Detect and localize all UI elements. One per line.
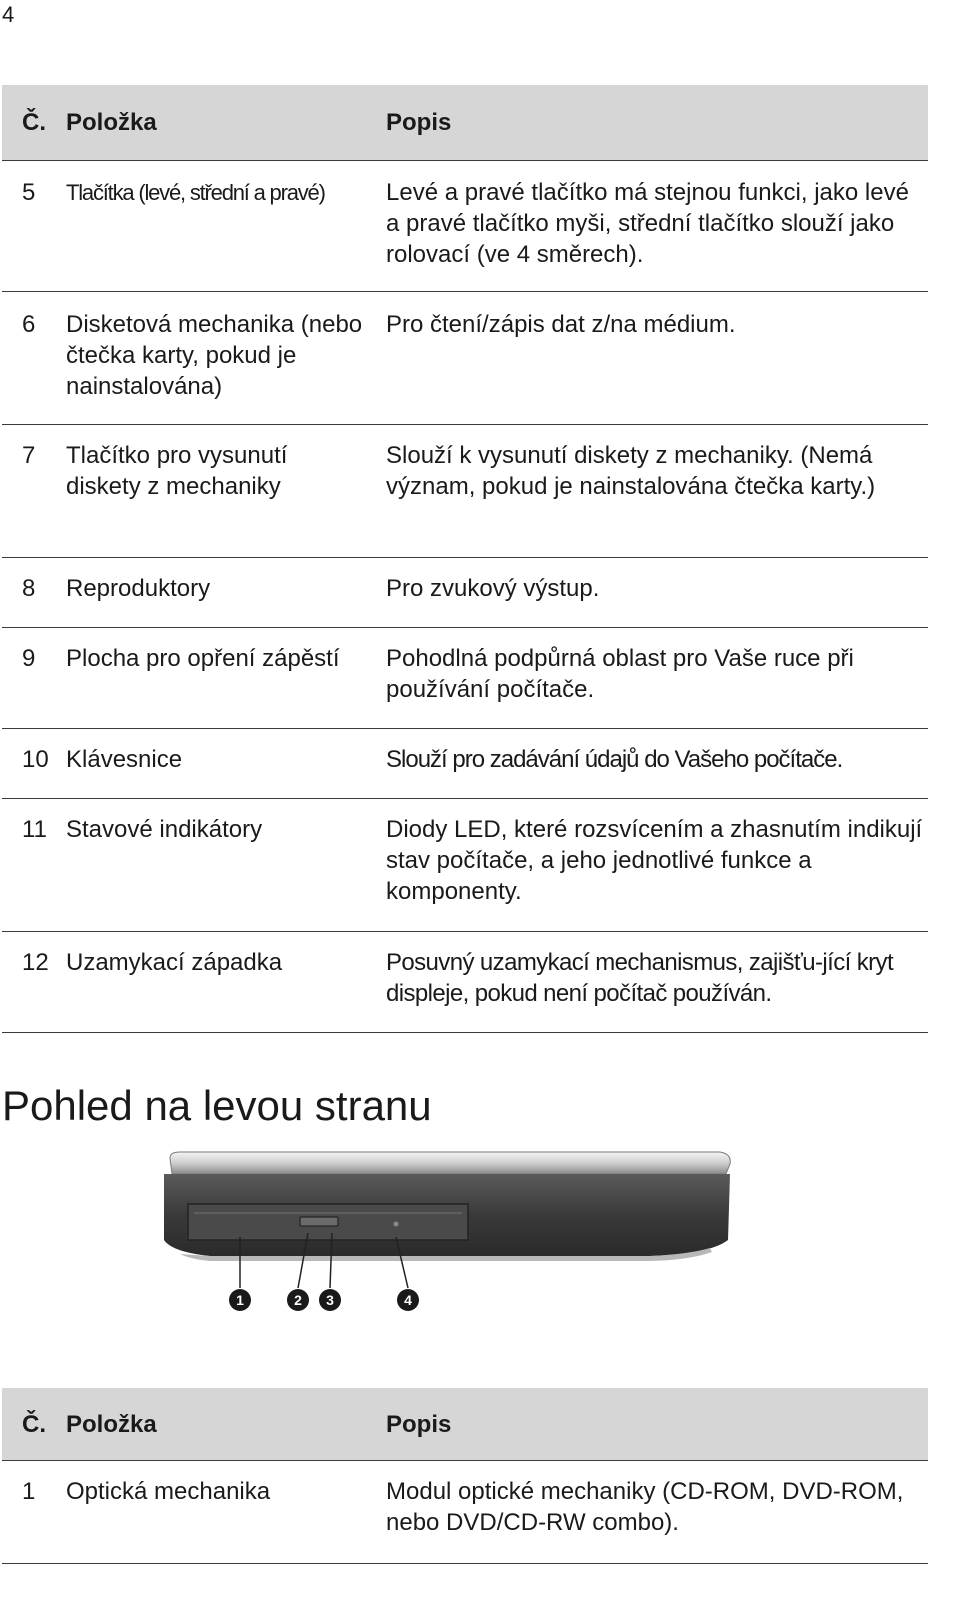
table-row (2, 628, 928, 729)
svg-text:1: 1 (236, 1292, 244, 1308)
row-number: 11 (22, 816, 47, 843)
callout-4 (397, 1289, 419, 1311)
header-item: Položka (66, 1410, 157, 1438)
row-item: Optická mechanika (66, 1478, 271, 1505)
svg-text:4: 4 (404, 1292, 412, 1308)
table-row (2, 425, 928, 558)
row-number: 10 (22, 746, 49, 773)
row-item: Tlačítka (levé, střední a pravé) (66, 180, 325, 205)
row-description: Pro čtení/zápis dat z/na médium. (386, 311, 736, 338)
row-description: Pro zvukový výstup. (386, 575, 600, 602)
svg-text:2: 2 (294, 1292, 302, 1308)
page-number: 4 (2, 2, 15, 27)
laptop-left-side-illustration (150, 1140, 750, 1330)
header-description: Popis (386, 1410, 452, 1438)
row-item: Stavové indikátory (66, 816, 263, 843)
row-description: Modul optické mechaniky (CD-ROM, DVD-ROM, nebo DVD/CD-RW combo). (386, 1478, 904, 1536)
header-number: Č. (22, 109, 46, 136)
row-item: Uzamykací západka (66, 949, 283, 976)
callout-2 (287, 1289, 309, 1311)
table-row (2, 558, 928, 628)
row-description: Levé a pravé tlačítko má stejnou funkci, jako levé a pravé tlačítko myši, střední tlačítko slouží jako rolovací (ve 4 směrech). (386, 179, 909, 268)
table-header (2, 1388, 928, 1461)
row-number: 5 (22, 179, 36, 206)
row-item: Disketová mechanika (nebo čtečka karty, pokud je nainstalována) (66, 311, 363, 400)
row-description: Posuvný uzamykací mechanismus, zajišťu-jící kryt displeje, pokud není počítač používán. (386, 949, 894, 1007)
row-description: Diody LED, které rozsvícením a zhasnutím indikují stav počítače, a jeho jednotlivé funkce a komponenty. (386, 816, 923, 905)
table-row (2, 1461, 928, 1564)
row-item: Plocha pro opření zápěstí (66, 645, 340, 672)
row-number: 9 (22, 645, 36, 672)
row-item: Reproduktory (66, 575, 211, 602)
row-number: 6 (22, 311, 36, 338)
row-description: Slouží pro zadávání údajů do Vašeho počítače. (386, 746, 843, 773)
svg-text:3: 3 (326, 1292, 334, 1308)
section-title: Pohled na levou stranu (2, 1082, 432, 1129)
row-item: Klávesnice (66, 746, 183, 773)
row-number: 1 (22, 1478, 36, 1505)
row-number: 12 (22, 949, 49, 976)
table-row (2, 729, 928, 799)
callout-1 (229, 1289, 251, 1311)
components-table-bottom (2, 1388, 928, 1564)
row-description: Pohodlná podpůrná oblast pro Vaše ruce při používání počítače. (386, 645, 854, 703)
header-number: Č. (22, 1410, 46, 1438)
callout-3 (319, 1289, 341, 1311)
table-row (2, 932, 928, 1033)
row-number: 7 (22, 442, 36, 469)
table-header (2, 85, 928, 161)
table-row (2, 292, 928, 425)
header-description: Popis (386, 109, 452, 136)
table-row (2, 799, 928, 932)
components-table-top (2, 85, 928, 1033)
table-row (2, 161, 928, 292)
row-number: 8 (22, 575, 36, 602)
header-item: Položka (66, 109, 157, 136)
row-description: Slouží k vysunutí diskety z mechaniky. (Nemá význam, pokud je nainstalována čtečka karty.) (386, 442, 876, 500)
row-item: Tlačítko pro vysunutí diskety z mechaniky (66, 442, 288, 500)
